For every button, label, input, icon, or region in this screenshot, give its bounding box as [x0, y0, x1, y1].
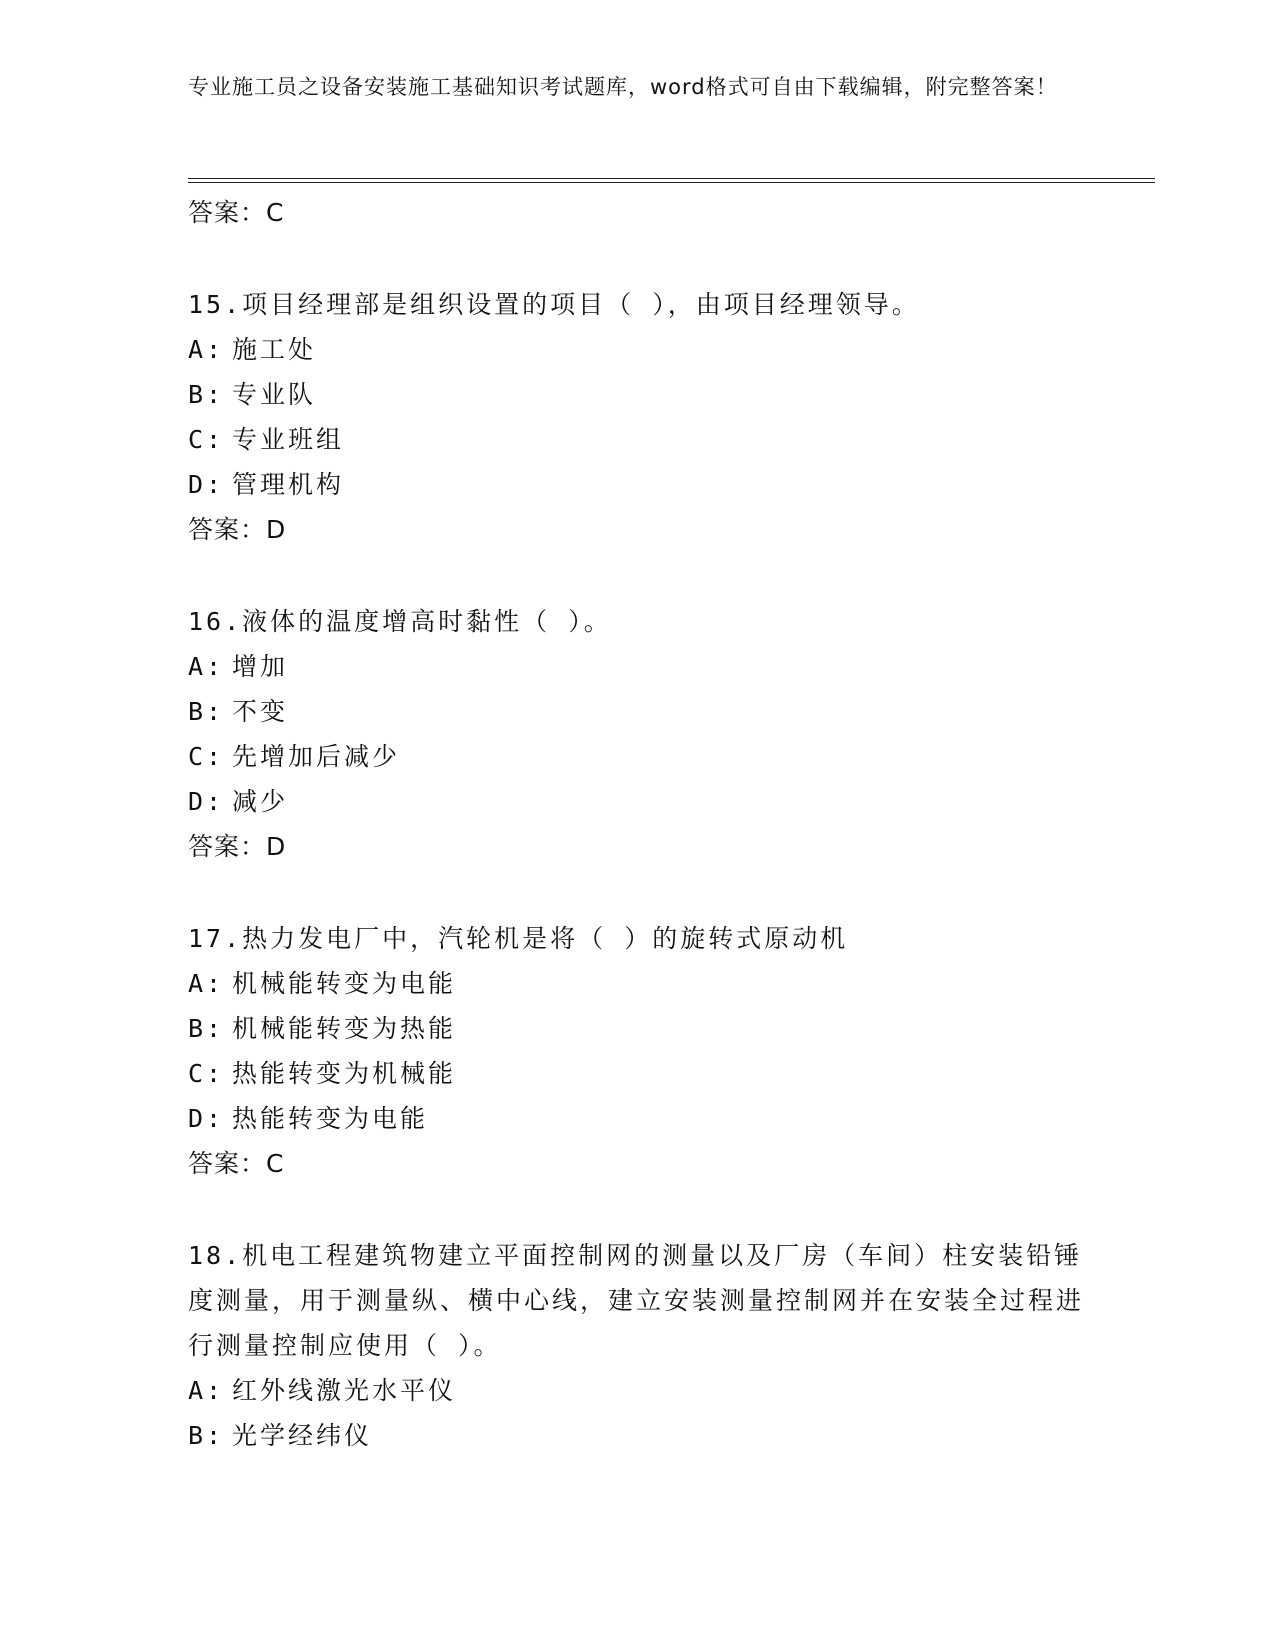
option-letter: A:	[188, 652, 225, 681]
option-letter: C:	[188, 1059, 225, 1088]
option-d	[188, 462, 1088, 507]
option-text: 先增加后减少	[232, 742, 401, 771]
question-18	[188, 1233, 1088, 1458]
header-divider-top	[188, 178, 1155, 179]
option-b	[188, 1006, 1088, 1051]
option-text: 机械能转变为电能	[232, 969, 457, 998]
option-text: 光学经纬仪	[232, 1421, 373, 1450]
answer-line: 答案：C	[188, 198, 285, 227]
question-16	[188, 599, 1088, 869]
question-stem: 17.热力发电厂中，汽轮机是将（ ）的旋转式原动机	[188, 924, 849, 953]
option-text: 增加	[232, 652, 289, 681]
option-letter: B:	[188, 1014, 225, 1043]
option-d	[188, 779, 1088, 824]
option-letter: A:	[188, 335, 225, 364]
option-text: 施工处	[232, 335, 317, 364]
option-text: 不变	[232, 697, 289, 726]
question-stem: 16.液体的温度增高时黏性（ ）。	[188, 607, 612, 636]
option-a	[188, 1368, 1088, 1413]
option-a	[188, 644, 1088, 689]
question-stem: 15.项目经理部是组织设置的项目（ ），由项目经理领导。	[188, 290, 920, 319]
question-stem: 18.机电工程建筑物建立平面控制网的测量以及厂房（车间）柱安装铅锤度测量，用于测量纵、横中心线，建立安装测量控制网并在安装全过程进行测量控制应使用（ ）。	[188, 1241, 1085, 1360]
page-header-title: 专业施工员之设备安装施工基础知识考试题库，word格式可自由下载编辑，附完整答案！	[188, 75, 1058, 99]
option-letter: B:	[188, 380, 225, 409]
option-letter: D:	[188, 470, 225, 499]
option-c	[188, 734, 1088, 779]
option-letter: D:	[188, 787, 225, 816]
option-letter: A:	[188, 1376, 225, 1405]
option-b	[188, 372, 1088, 417]
answer-line: 答案：D	[188, 515, 287, 544]
option-letter: C:	[188, 425, 225, 454]
option-letter: A:	[188, 969, 225, 998]
header-divider-bottom	[188, 182, 1155, 183]
option-a	[188, 961, 1088, 1006]
option-letter: B:	[188, 697, 225, 726]
question-list	[188, 190, 1088, 1458]
option-d	[188, 1096, 1088, 1141]
option-text: 热能转变为机械能	[232, 1059, 457, 1088]
option-b	[188, 689, 1088, 734]
option-letter: D:	[188, 1104, 225, 1133]
answer-line: 答案：D	[188, 832, 287, 861]
question-17	[188, 916, 1088, 1186]
option-a	[188, 327, 1088, 372]
question-15	[188, 282, 1088, 552]
option-text: 专业班组	[232, 425, 345, 454]
option-b	[188, 1413, 1088, 1458]
answer-line: 答案：C	[188, 1149, 285, 1178]
option-c	[188, 417, 1088, 462]
option-c	[188, 1051, 1088, 1096]
option-text: 专业队	[232, 380, 317, 409]
option-text: 减少	[232, 787, 289, 816]
option-text: 红外线激光水平仪	[232, 1376, 457, 1405]
option-text: 热能转变为电能	[232, 1104, 429, 1133]
option-letter: C:	[188, 742, 225, 771]
option-text: 管理机构	[232, 470, 345, 499]
option-text: 机械能转变为热能	[232, 1014, 457, 1043]
option-letter: B:	[188, 1421, 225, 1450]
